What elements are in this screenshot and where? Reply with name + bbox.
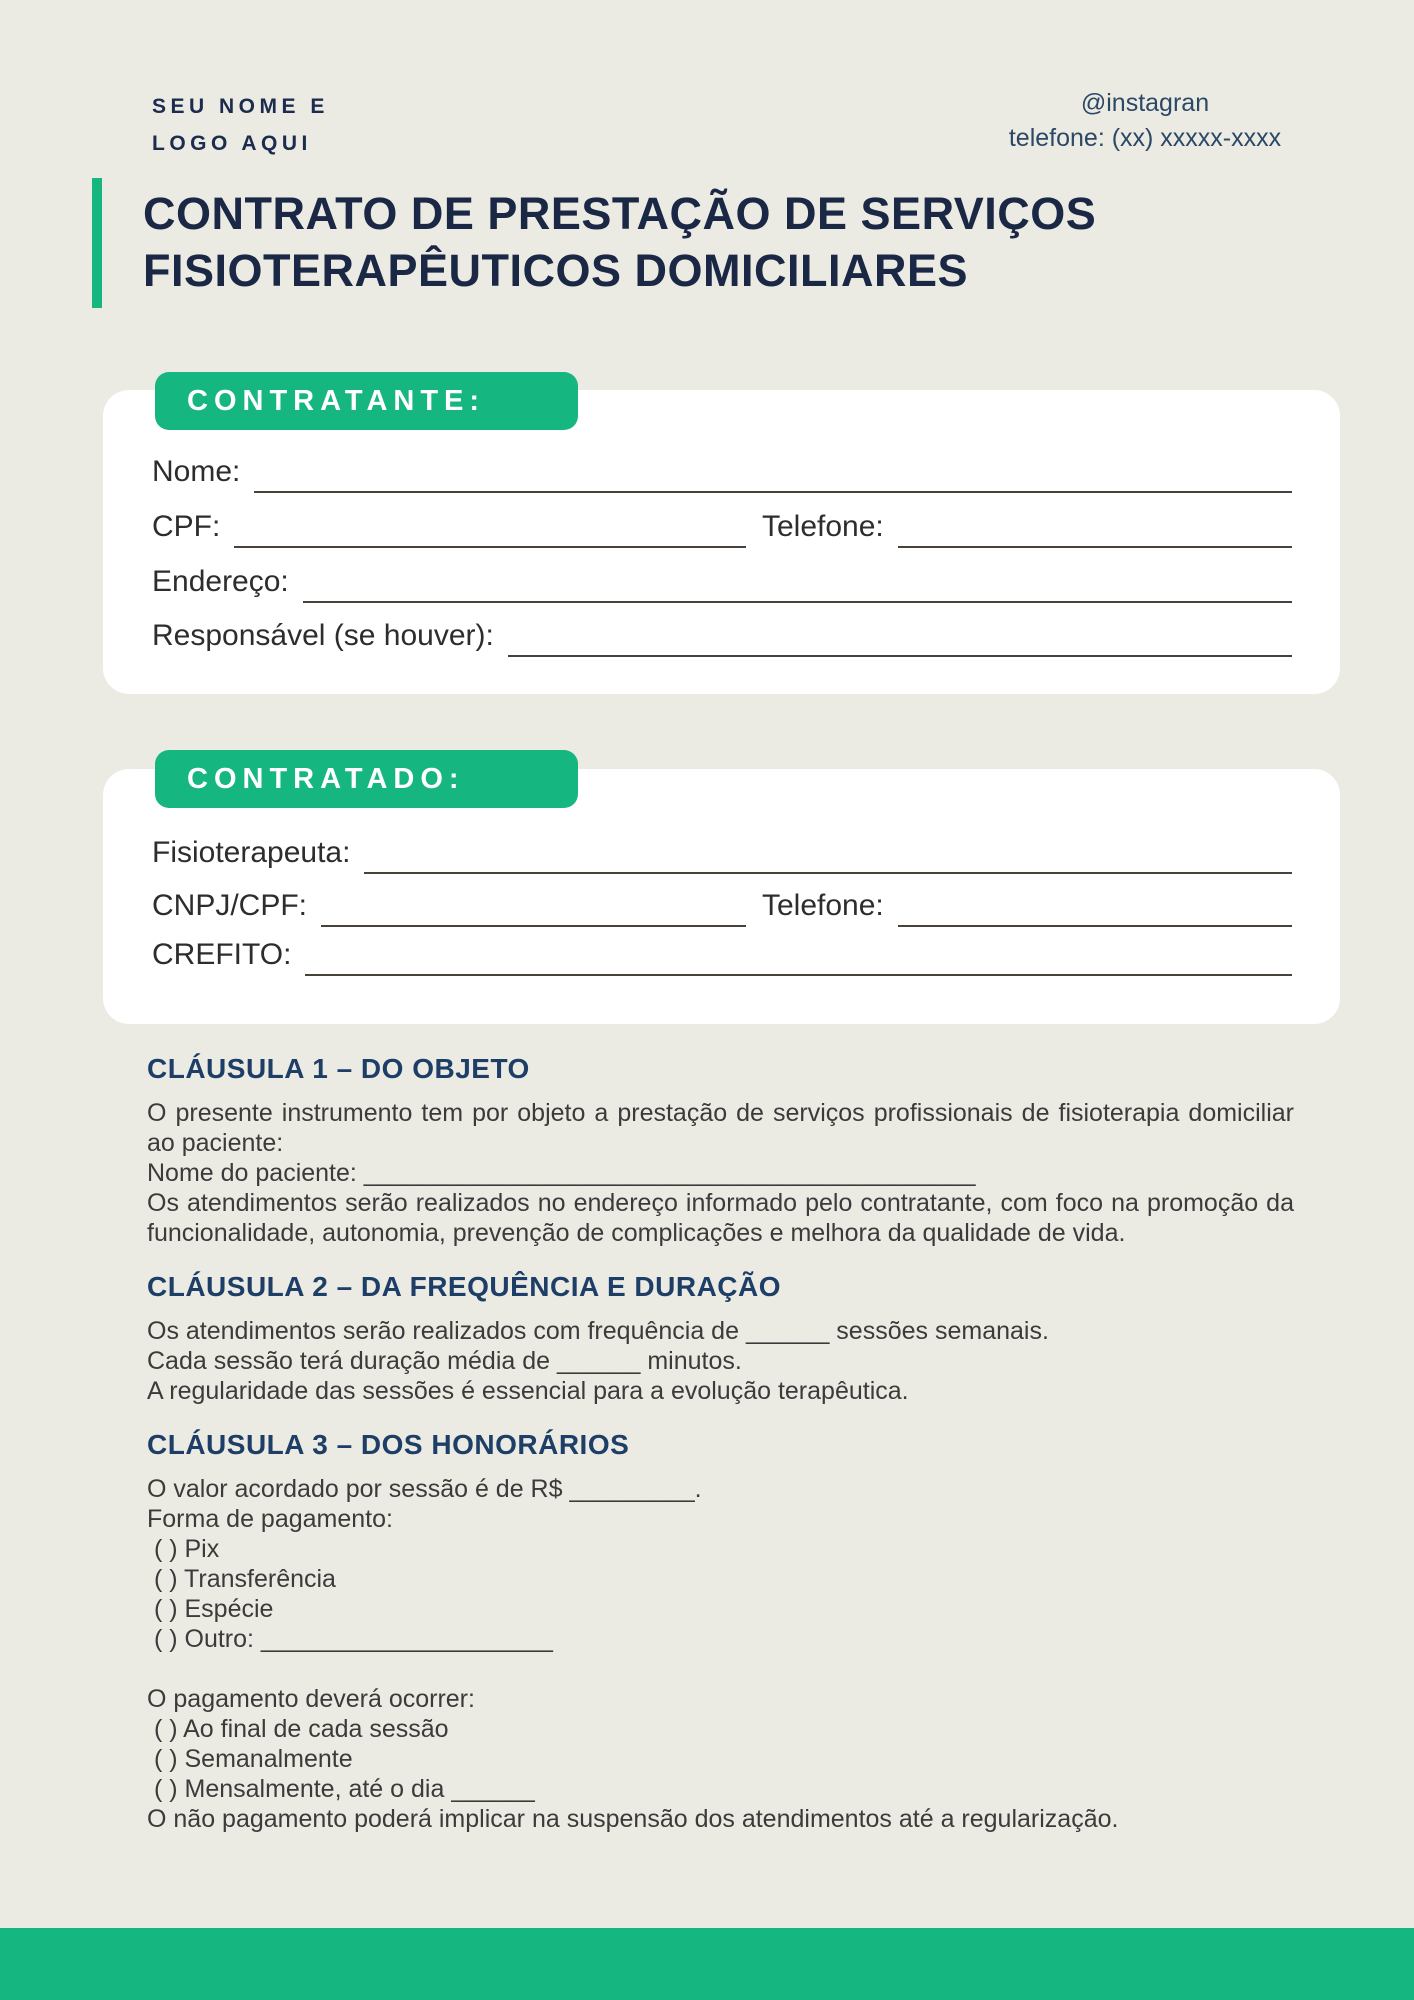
- fisioterapeuta-field-line: [364, 864, 1292, 874]
- title-accent-bar: [92, 178, 102, 308]
- clause-1-paragraph: Os atendimentos serão realizados no endereço informado pelo contratante, com foco na promoção da funcionalidade, autonomia, prevenção de complicações e melhora da qualidade de vida.: [147, 1189, 1301, 1247]
- nome-label: Nome:: [152, 455, 241, 488]
- cpf-label: CPF:: [152, 510, 221, 543]
- page-title-line-1: CONTRATO DE PRESTAÇÃO DE SERVIÇOS: [143, 188, 1097, 239]
- logo-placeholder-text: [152, 88, 329, 162]
- contratado-badge: [155, 750, 578, 808]
- crefito-label: CREFITO:: [152, 938, 292, 971]
- clause-2-line: Cada sessão terá duração média de ______ minutos.: [147, 1347, 742, 1375]
- cpf-field-line: [234, 538, 746, 548]
- clause-1: [147, 1052, 1301, 1248]
- telefone2-field-line: [898, 917, 1292, 927]
- clause-3: [147, 1428, 1294, 1834]
- endereco-field-line: [303, 593, 1292, 603]
- payment-option-outro: ( ) Outro: _____________________: [147, 1625, 553, 1653]
- field-row-crefito: [152, 928, 1292, 976]
- clause-1-paragraph: O presente instrumento tem por objeto a prestação de serviços profissionais de fisioterapia domiciliar ao paciente:: [147, 1099, 1301, 1157]
- field-row-cpf-telefone: [152, 500, 1292, 548]
- clause-2: [147, 1270, 1294, 1406]
- contact-block: [980, 86, 1310, 156]
- clause-3-line: O valor acordado por sessão é de R$ _________.: [147, 1475, 702, 1503]
- clause-3-line: O pagamento deverá ocorrer:: [147, 1685, 475, 1713]
- clause-2-line: A regularidade das sessões é essencial para a evolução terapêutica.: [147, 1377, 909, 1405]
- nome-field-line: [254, 483, 1292, 493]
- responsavel-label: Responsável (se houver):: [152, 619, 494, 652]
- cnpj-label: CNPJ/CPF:: [152, 889, 308, 922]
- contratante-badge: [155, 372, 578, 430]
- payment-timing-option-final-sessao: ( ) Ao final de cada sessão: [147, 1715, 449, 1743]
- fisioterapeuta-label: Fisioterapeuta:: [152, 836, 351, 869]
- field-row-nome: [152, 445, 1292, 493]
- clauses-section: [147, 1052, 1301, 1834]
- clause-3-title: CLÁUSULA 3 – DOS HONORÁRIOS: [147, 1429, 630, 1460]
- clause-3-line: O não pagamento poderá implicar na suspensão dos atendimentos até a regularização.: [147, 1805, 1119, 1833]
- endereco-label: Endereço:: [152, 565, 289, 598]
- clause-2-line: Os atendimentos serão realizados com frequência de ______ sessões semanais.: [147, 1317, 1049, 1345]
- cnpj-field-line: [321, 917, 746, 927]
- crefito-field-line: [305, 966, 1292, 976]
- contratante-card: [103, 390, 1340, 694]
- page-title: [143, 185, 1096, 299]
- contratado-badge-label: CONTRATADO:: [187, 762, 465, 795]
- clause-1-patient-name-blank: Nome do paciente: ____________________________________________: [147, 1159, 976, 1187]
- logo-line-2: LOGO AQUI: [152, 132, 312, 155]
- page-title-line-2: FISIOTERAPÊUTICOS DOMICILIARES: [143, 245, 969, 296]
- clause-3-line: Forma de pagamento:: [147, 1505, 393, 1533]
- phone-number: telefone: (xx) xxxxx-xxxx: [1008, 124, 1282, 152]
- field-row-fisioterapeuta: [152, 826, 1292, 874]
- payment-timing-option-mensalmente: ( ) Mensalmente, até o dia ______: [147, 1775, 535, 1803]
- telefone-label: Telefone:: [762, 510, 884, 543]
- payment-option-pix: ( ) Pix: [147, 1535, 220, 1563]
- payment-option-especie: ( ) Espécie: [147, 1595, 274, 1623]
- payment-option-transferencia: ( ) Transferência: [147, 1565, 336, 1593]
- field-row-responsavel: [152, 609, 1292, 657]
- clause-2-title: CLÁUSULA 2 – DA FREQUÊNCIA E DURAÇÃO: [147, 1271, 782, 1302]
- payment-timing-option-semanalmente: ( ) Semanalmente: [147, 1745, 353, 1773]
- contratante-badge-label: CONTRATANTE:: [187, 384, 486, 417]
- footer-green-band: [0, 1928, 1414, 2000]
- instagram-handle: @instagran: [1080, 89, 1210, 117]
- responsavel-field-line: [508, 647, 1292, 657]
- field-row-endereco: [152, 555, 1292, 603]
- logo-line-1: SEU NOME E: [152, 95, 329, 118]
- field-row-cnpj-telefone: [152, 879, 1292, 927]
- telefone2-label: Telefone:: [762, 889, 884, 922]
- clause-1-title: CLÁUSULA 1 – DO OBJETO: [147, 1053, 530, 1084]
- telefone-field-line: [898, 538, 1292, 548]
- blank-line: [147, 1654, 1294, 1684]
